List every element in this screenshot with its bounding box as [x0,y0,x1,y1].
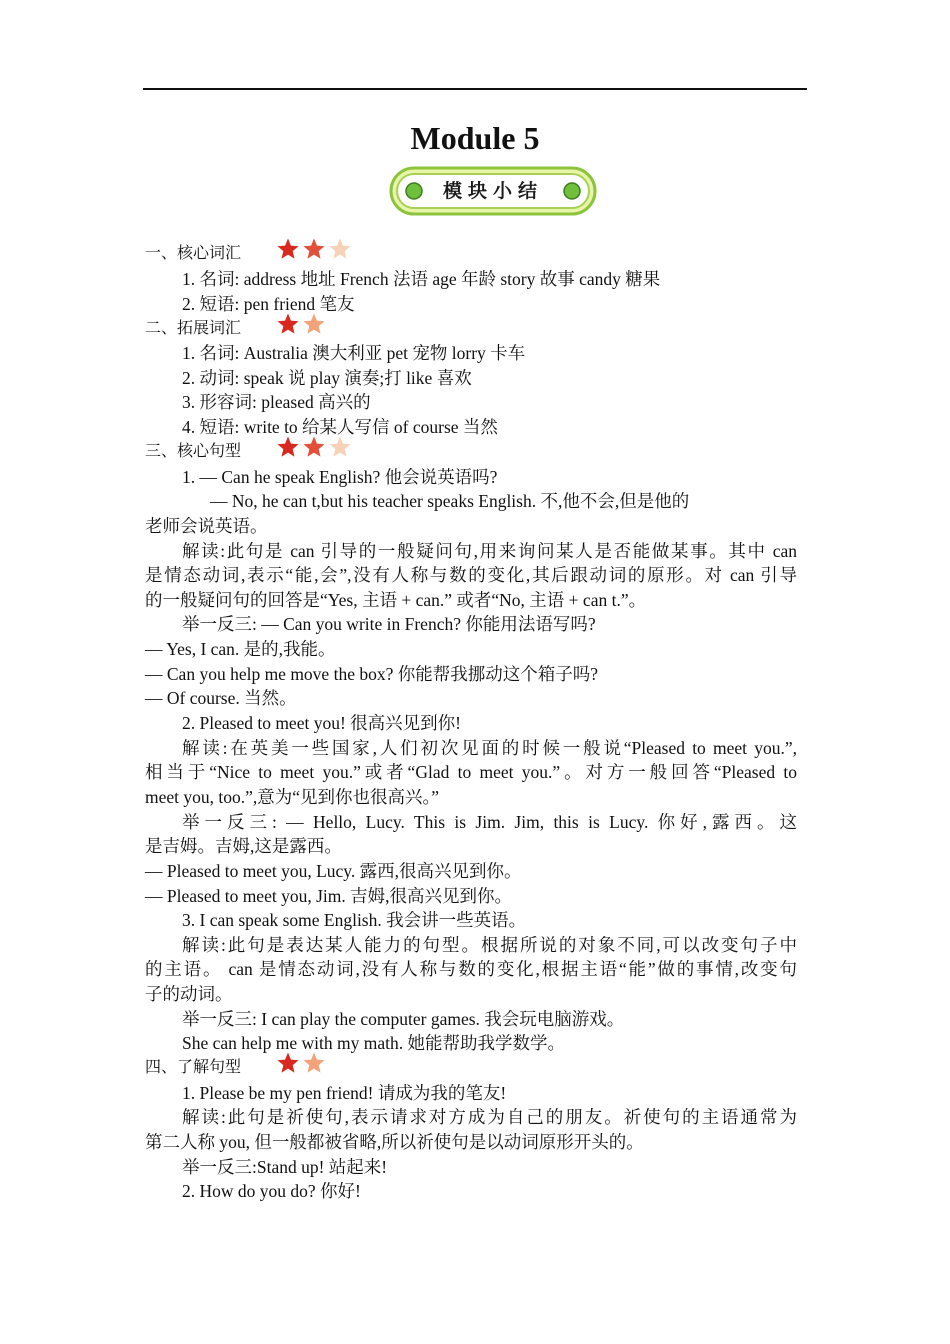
star-icon [304,1053,325,1073]
explanation-line: 第二人称 you, 但一般都被省略,所以祈使句是以动词原形开头的。 [145,1132,644,1152]
explanation-line: 相当于“Nice to meet you.”或者“Glad to meet you.”。对方一般回答“Pleased to [145,762,797,782]
sentence-line: 2. How do you do? 你好! [182,1181,361,1201]
example-line: She can help me with my math. 她能帮助我学数学。 [182,1033,566,1053]
difficulty-stars [276,311,330,342]
example-line: 举一反三: — Can you write in French? 你能用法语写吗? [182,614,596,634]
example-line: — Of course. 当然。 [145,688,297,708]
page-title: Module 5 [410,120,540,156]
section-heading-extended-vocabulary: 二、拓展词汇 [145,320,242,337]
module-summary-badge [389,166,597,216]
vocab-line: 2. 短语: pen friend 笔友 [182,294,355,314]
example-line: — Yes, I can. 是的,我能。 [145,639,336,659]
explanation-line: 解读:此句是祈使句,表示请求对方成为自己的朋友。祈使句的主语通常为 [182,1107,797,1127]
explanation-line: 解读:此句是 can 引导的一般疑问句,用来询问某人是否能做某事。其中 can [182,541,797,561]
sentence-line: 1. — Can he speak English? 他会说英语吗? [182,467,498,487]
example-line: — Pleased to meet you, Lucy. 露西,很高兴见到你。 [145,861,522,881]
example-line: 举一反三: — Hello, Lucy. This is Jim. Jim, this is Lucy. 你好,露西。这 [182,812,797,832]
vocab-line: 2. 动词: speak 说 play 演奏;打 like 喜欢 [182,368,472,388]
vocab-line: 3. 形容词: pleased 高兴的 [182,392,371,412]
difficulty-stars [276,434,356,465]
star-icon [304,239,325,259]
star-icon [278,239,299,259]
star-icon [304,437,325,457]
section-heading-core-vocabulary: 一、核心词汇 [145,245,242,262]
explanation-line: 解读:在英美一些国家,人们初次见面的时候一般说“Pleased to meet you.”, [182,738,797,758]
badge-label: 模块小结 [442,180,543,202]
sentence-line: 2. Pleased to meet you! 很高兴见到你! [182,713,461,733]
vocab-line: 1. 名词: Australia 澳大利亚 pet 宠物 lorry 卡车 [182,343,526,363]
example-line: 是吉姆。吉姆,这是露西。 [145,836,342,856]
difficulty-stars [276,236,356,267]
star-icon [330,437,351,457]
star-icon [278,314,299,334]
difficulty-stars [276,1050,330,1081]
explanation-line: 是情态动词,表示“能,会”,没有人称与数的变化,其后跟动词的原形。对 can 引导 [145,565,797,585]
explanation-line: 子的动词。 [145,984,233,1004]
section-heading-core-sentences: 三、核心句型 [145,443,242,460]
example-line: — Can you help me move the box? 你能帮我挪动这个箱子吗? [145,664,598,684]
vocab-line: 4. 短语: write to 给某人写信 of course 当然 [182,417,498,437]
example-line: 举一反三: I can play the computer games. 我会玩电脑游戏。 [182,1009,625,1029]
explanation-line: meet you, too.”,意为“见到你也很高兴。” [145,787,440,807]
sentence-line: — No, he can t,but his teacher speaks English. 不,他不会,但是他的 [210,491,690,511]
sentence-line: 3. I can speak some English. 我会讲一些英语。 [182,910,527,930]
example-line: — Pleased to meet you, Jim. 吉姆,很高兴见到你。 [145,886,512,906]
star-icon [304,314,325,334]
section-heading-understand-sentences: 四、了解句型 [145,1059,242,1076]
example-line: 举一反三:Stand up! 站起来! [182,1157,388,1177]
sentence-line: 1. Please be my pen friend! 请成为我的笔友! [182,1083,507,1103]
sentence-line: 老师会说英语。 [145,516,268,536]
star-icon [330,239,351,259]
vocab-line: 1. 名词: address 地址 French 法语 age 年龄 story 故事 candy 糖果 [182,269,661,289]
explanation-line: 解读:此句是表达某人能力的句型。根据所说的对象不同,可以改变句子中 [182,935,797,955]
top-rule [143,88,807,90]
explanation-line: 的一般疑问句的回答是“Yes, 主语 + can.” 或者“No, 主语 + can t.”。 [145,590,647,610]
explanation-line: 的主语。 can 是情态动词,没有人称与数的变化,根据主语“能”做的事情,改变句 [145,959,797,979]
star-icon [278,1053,299,1073]
star-icon [278,437,299,457]
